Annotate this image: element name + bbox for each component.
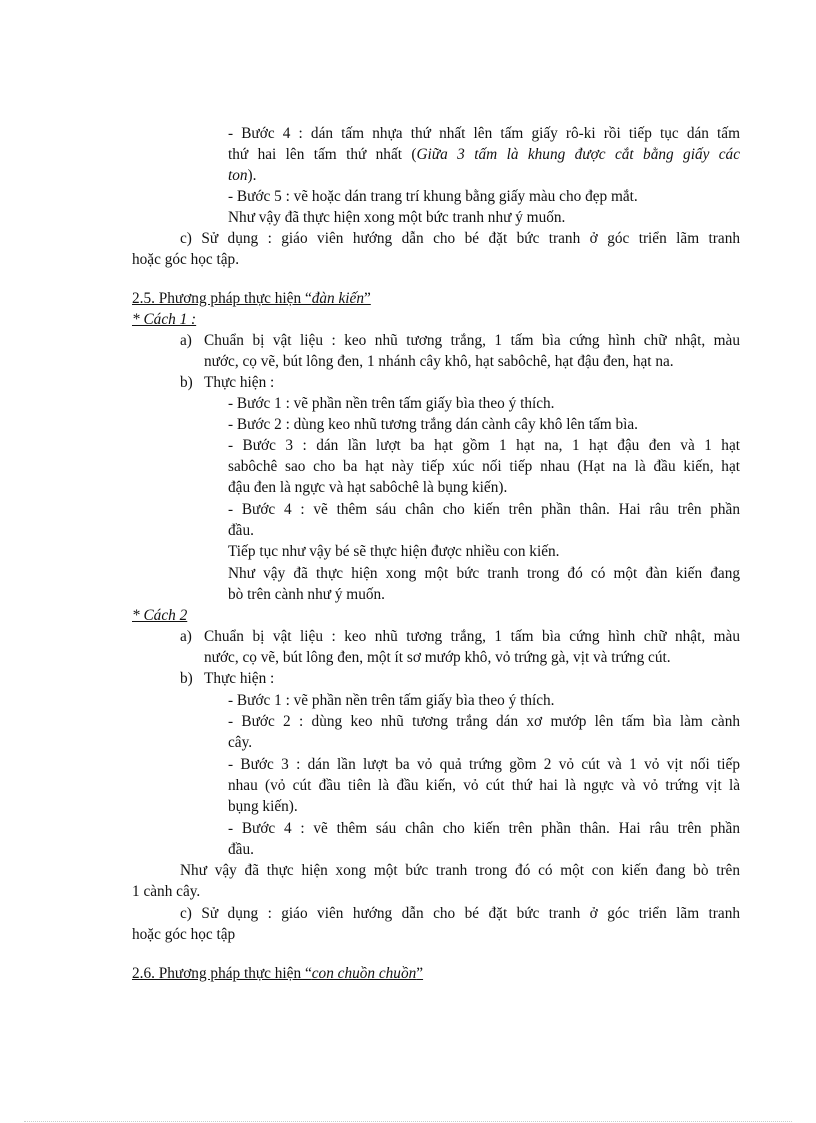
section-2-6-title-close: ” xyxy=(416,965,424,982)
item-b-text: Thực hiện : xyxy=(204,374,275,391)
page-bottom-rule xyxy=(24,1121,792,1122)
item-a2-label: a) xyxy=(180,628,192,645)
m1-step4-line1: - Bước 4 : vẽ thêm sáu chân cho kiến trên phần thân. Hai râu trên phần xyxy=(228,501,740,518)
m1-step2: - Bước 2 : dùng keo nhũ tương trắng dán cành cây khô lên tấm bìa. xyxy=(228,416,638,433)
m2-done-line1: Như vậy đã thực hiện xong một bức tranh trong đó có một con kiến đang bò trên xyxy=(180,862,740,879)
method-2-heading: * Cách 2 xyxy=(132,607,188,624)
method-1-heading: * Cách 1 : xyxy=(132,311,197,328)
item-a-line1: Chuẩn bị vật liệu : keo nhũ tương trắng, 1 tấm bìa cứng hình chữ nhật, màu xyxy=(204,332,740,349)
m1-continue: Tiếp tục như vậy bé sẽ thực hiện được nhiều con kiến. xyxy=(228,543,560,560)
m2-step2-line1: - Bước 2 : dùng keo nhũ tương trắng dán xơ mướp lên tấm bìa làm cành xyxy=(228,713,740,730)
section-2-5-title xyxy=(132,289,371,309)
m2-done-line2: 1 cành cây. xyxy=(132,883,201,900)
section-2-5-title-close: ” xyxy=(364,290,371,307)
item-a-line2: nước, cọ vẽ, bút lông đen, 1 nhánh cây khô, hạt sabôchê, hạt đậu đen, hạt na. xyxy=(204,353,674,370)
m2-step3-line3: bụng kiến). xyxy=(228,798,298,815)
m2-step4-line2: đầu. xyxy=(228,841,254,858)
item-b2-text: Thực hiện : xyxy=(204,670,275,687)
m2-usage-c-line2: hoặc góc học tập xyxy=(132,926,236,943)
m1-step3-line3: đậu đen là ngực và hạt sabôchê là bụng kiến). xyxy=(228,479,508,496)
m1-step4-line2: đầu. xyxy=(228,522,254,539)
item-b-label: b) xyxy=(180,374,193,391)
step4-line1: - Bước 4 : dán tấm nhựa thứ nhất lên tấm giấy rô-ki rồi tiếp tục dán tấm xyxy=(228,125,740,142)
m1-done-line1: Như vậy đã thực hiện xong một bức tranh trong đó có một đàn kiến đang xyxy=(228,565,740,582)
m1-done-line2: bò trên cành như ý muốn. xyxy=(228,586,385,603)
m2-usage-c-line1: c) Sử dụng : giáo viên hướng dẫn cho bé đặt bức tranh ở góc triển lãm tranh xyxy=(180,905,740,922)
section-2-5-title-text: 2.5. Phương pháp thực hiện “ xyxy=(132,290,312,307)
m2-step2-line2: cây. xyxy=(228,734,253,751)
usage-c-line2: hoặc góc học tập. xyxy=(132,251,240,268)
m2-step4-line1: - Bước 4 : vẽ thêm sáu chân cho kiến trên phần thân. Hai râu trên phần xyxy=(228,820,740,837)
step4-line2 xyxy=(228,145,740,165)
item-a2-line2: nước, cọ vẽ, bút lông đen, một ít sơ mướp khô, vỏ trứng gà, vịt và trứng cút. xyxy=(204,649,671,666)
m1-step3-line1: - Bước 3 : dán lần lượt ba hạt gồm 1 hạt na, 1 hạt đậu đen và 1 hạt xyxy=(228,437,740,454)
step4-line2-text: thứ hai lên tấm thứ nhất ( xyxy=(228,146,417,163)
step4-line2-italic: Giữa 3 tấm là khung được cắt bằng giấy các xyxy=(416,146,741,163)
section-2-5-title-italic: đàn kiến xyxy=(311,290,364,307)
m2-step3-line2: nhau (vỏ cút đầu tiên là đầu kiến, vỏ cút thứ hai là ngực và vỏ trứng vịt là xyxy=(228,777,740,794)
m1-step1: - Bước 1 : vẽ phần nền trên tấm giấy bìa theo ý thích. xyxy=(228,395,555,412)
section-2-6-title xyxy=(132,964,423,984)
m1-step3-line2: sabôchê sao cho ba hạt này tiếp xúc nối tiếp nhau (Hạt na là đầu kiến, hạt xyxy=(228,458,740,475)
section-2-6-title-text: 2.6. Phương pháp thực hiện “ xyxy=(132,965,312,982)
item-b2-label: b) xyxy=(180,670,193,687)
step4-line3 xyxy=(228,166,256,186)
step4-line3-italic: ton xyxy=(228,167,248,184)
section-2-6-title-italic: con chuồn chuồn xyxy=(311,965,417,982)
step5: - Bước 5 : vẽ hoặc dán trang trí khung bằng giấy màu cho đẹp mắt. xyxy=(228,188,638,205)
m2-step1: - Bước 1 : vẽ phần nền trên tấm giấy bìa theo ý thích. xyxy=(228,692,555,709)
usage-c-line1: c) Sử dụng : giáo viên hướng dẫn cho bé đặt bức tranh ở góc triển lãm tranh xyxy=(180,230,740,247)
m2-step3-line1: - Bước 3 : dán lần lượt ba vỏ quả trứng gồm 2 vỏ cút và 1 vỏ vịt nối tiếp xyxy=(228,756,740,773)
done-sentence: Như vậy đã thực hiện xong một bức tranh như ý muốn. xyxy=(228,209,566,226)
item-a-label: a) xyxy=(180,332,192,349)
step4-line3-text: ). xyxy=(247,167,257,184)
item-a2-line1: Chuẩn bị vật liệu : keo nhũ tương trắng, 1 tấm bìa cứng hình chữ nhật, màu xyxy=(204,628,740,645)
